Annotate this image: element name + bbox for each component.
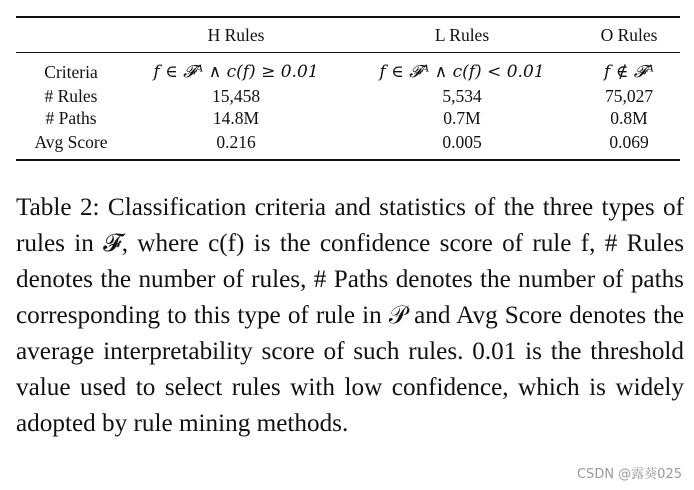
table-caption: Table 2: Classification criteria and statistics of the three types of rules in 𝓕, where c(f) is the confidence score of rule f, # Rules denotes the number of rules, # Paths denotes the number of paths corresponding to this type of rule in 𝒫 and Avg Score denotes the average interpretability score of such rules. 0.01 is the threshold value used to select rules with low confidence, which is widely adopted by rule mining methods. xyxy=(16,194,684,437)
cell-score-o: 0.069 xyxy=(609,132,649,152)
header-l-rules: L Rules xyxy=(434,24,490,45)
header-o-rules: O Rules xyxy=(600,24,658,45)
cell-rules-h: 15,458 xyxy=(211,86,261,106)
row-label: # Paths xyxy=(45,108,97,128)
rules-statistics-table xyxy=(16,16,680,161)
header-empty xyxy=(16,17,126,53)
row-label: # Rules xyxy=(44,86,98,106)
table-row-rules xyxy=(16,85,680,107)
statistics-table-container xyxy=(16,16,680,161)
watermark: CSDN @露葵025 xyxy=(576,467,682,482)
cell-criteria-o: f ∉ 𝓕ᴬ xyxy=(604,62,654,82)
header-h-rules: H Rules xyxy=(207,24,265,45)
table-row-criteria xyxy=(16,53,680,86)
cell-paths-h: 14.8M xyxy=(212,108,260,128)
cell-paths-l: 0.7M xyxy=(443,108,481,128)
cell-criteria-h: f ∈ 𝓕ᴬ ∧ c(f) ≥ 0.01 xyxy=(153,62,319,82)
cell-criteria-l: f ∈ 𝓕ᴬ ∧ c(f) < 0.01 xyxy=(379,62,545,82)
table-row-avg-score xyxy=(16,129,680,160)
row-label: Avg Score xyxy=(34,132,108,152)
cell-rules-l: 5,534 xyxy=(442,86,482,106)
cell-rules-o: 75,027 xyxy=(604,86,654,106)
table-row-paths xyxy=(16,107,680,129)
cell-paths-o: 0.8M xyxy=(610,108,648,128)
table-header-row xyxy=(16,17,680,53)
row-label: Criteria xyxy=(44,62,98,82)
cell-score-h: 0.216 xyxy=(216,132,256,152)
cell-score-l: 0.005 xyxy=(442,132,482,152)
